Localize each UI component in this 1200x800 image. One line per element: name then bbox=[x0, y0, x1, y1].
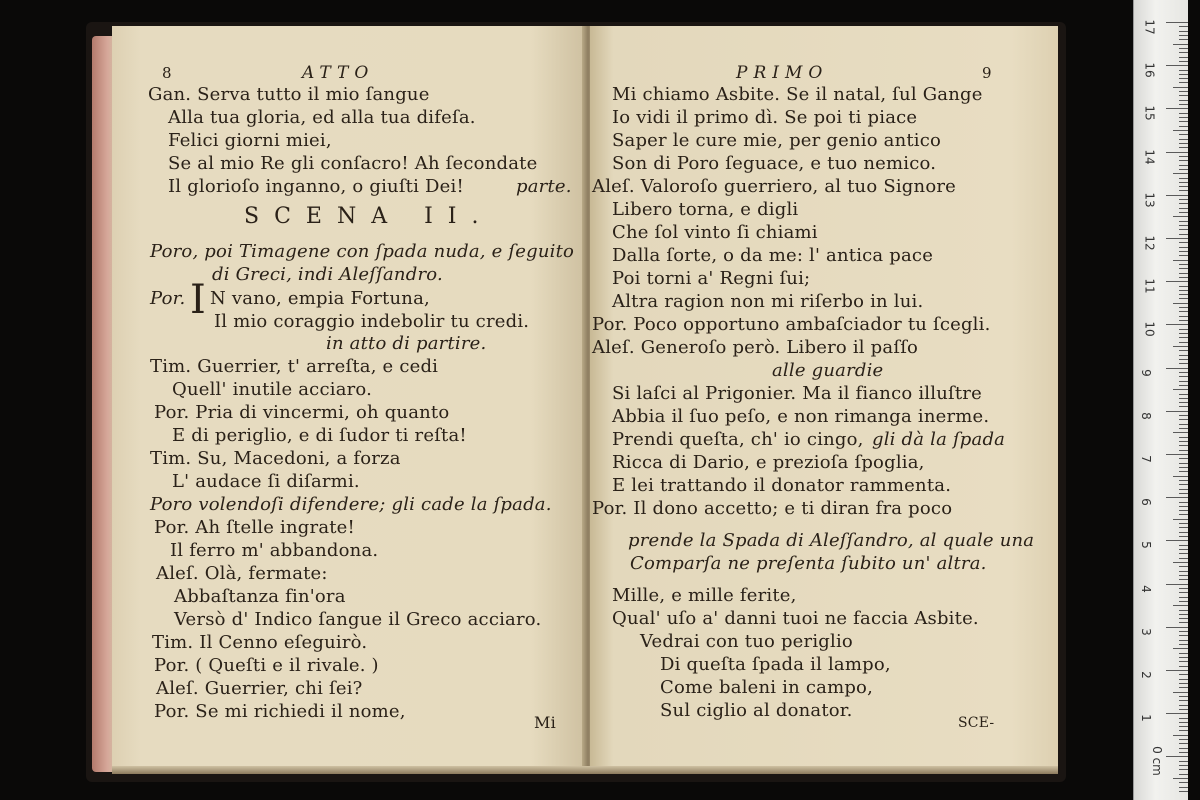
ruler-tick bbox=[1179, 614, 1188, 615]
ruler-tick bbox=[1179, 178, 1188, 179]
ruler-tick bbox=[1179, 35, 1188, 36]
ruler-tick bbox=[1179, 311, 1188, 312]
ruler-tick bbox=[1166, 281, 1188, 282]
ruler-tick bbox=[1179, 156, 1188, 157]
ruler-number: 17 bbox=[1142, 19, 1157, 35]
ruler-tick bbox=[1179, 722, 1188, 723]
ruler-tick bbox=[1179, 610, 1188, 611]
text-line: E di periglio, e di ſudor ti reſta! bbox=[172, 425, 467, 446]
ruler-tick bbox=[1179, 139, 1188, 140]
ruler-number: 9 bbox=[1138, 368, 1153, 377]
ruler-tick bbox=[1179, 484, 1188, 485]
ruler-tick bbox=[1179, 653, 1188, 654]
ruler-tick bbox=[1173, 476, 1188, 477]
ruler-tick bbox=[1179, 255, 1188, 256]
text-line: Aleſ. Valoroſo guerriero, al tuo Signore bbox=[592, 176, 957, 197]
ruler-tick bbox=[1179, 450, 1188, 451]
ruler-tick bbox=[1179, 679, 1188, 680]
text-line: Si laſci al Prigonier. Ma il fianco illuſtre bbox=[612, 383, 982, 404]
ruler-tick bbox=[1179, 95, 1188, 96]
text-line: Abbia il ſuo peſo, e non rimanga inerme. bbox=[612, 406, 990, 427]
ruler-tick bbox=[1166, 22, 1188, 23]
ruler-tick bbox=[1179, 355, 1188, 356]
ruler-tick bbox=[1166, 324, 1188, 325]
ruler-tick bbox=[1166, 670, 1188, 671]
stage-direction: parte. bbox=[516, 176, 572, 197]
stage-direction: di Greci, indi Aleſſandro. bbox=[212, 264, 443, 285]
ruler-tick bbox=[1179, 186, 1188, 187]
ruler-tick bbox=[1179, 726, 1188, 727]
ruler-tick bbox=[1179, 39, 1188, 40]
ruler-tick bbox=[1179, 290, 1188, 291]
ruler-tick bbox=[1179, 471, 1188, 472]
ruler-tick bbox=[1179, 113, 1188, 114]
ruler-tick bbox=[1179, 618, 1188, 619]
text-line: Versò d' Indico ſangue il Greco acciaro. bbox=[174, 609, 542, 630]
ruler-tick bbox=[1179, 100, 1188, 101]
ruler-number: 16 bbox=[1142, 62, 1157, 78]
ruler-number: 10 bbox=[1142, 321, 1157, 338]
ruler-number: 6 bbox=[1138, 498, 1153, 507]
text-line: Qual' uſo a' danni tuoi ne faccia Asbite. bbox=[612, 608, 979, 629]
ruler-tick bbox=[1179, 666, 1188, 667]
ruler-tick bbox=[1166, 108, 1188, 109]
ruler-tick bbox=[1179, 730, 1188, 731]
text-line: Io vidi il primo dì. Se poi ti piace bbox=[612, 107, 918, 128]
ruler-tick bbox=[1179, 553, 1188, 554]
stage-direction: Poro volendoſi difendere; gli cade la ſpada. bbox=[150, 494, 552, 515]
ruler-tick bbox=[1173, 216, 1188, 217]
ruler-tick bbox=[1179, 502, 1188, 503]
text-line: Alla tua gloria, ed alla tua difeſa. bbox=[168, 107, 476, 128]
ruler-tick bbox=[1179, 147, 1188, 148]
ruler-number: 12 bbox=[1142, 235, 1157, 251]
ruler-tick bbox=[1173, 778, 1188, 779]
ruler-tick bbox=[1179, 640, 1188, 641]
ruler-tick bbox=[1179, 91, 1188, 92]
ruler-tick bbox=[1179, 424, 1188, 425]
text-line: Por. Poco opportuno ambaſciador tu ſcegli. bbox=[592, 314, 991, 335]
text-line: Ricca di Dario, e prezioſa ſpoglia, bbox=[612, 452, 925, 473]
ruler-tick bbox=[1179, 592, 1188, 593]
ruler-tick bbox=[1179, 385, 1188, 386]
ruler-tick bbox=[1179, 406, 1188, 407]
ruler-number: 0 cm bbox=[1149, 746, 1164, 777]
measuring-ruler bbox=[1133, 0, 1188, 800]
text-line: Prendi queſta, ch' io cingo, bbox=[612, 429, 864, 450]
ruler-number: 13 bbox=[1142, 192, 1157, 208]
text-line: Il glorioſo inganno, o giuſti Dei! bbox=[168, 176, 464, 197]
ruler-tick bbox=[1179, 493, 1188, 494]
ruler-tick bbox=[1179, 709, 1188, 710]
ruler-tick bbox=[1179, 441, 1188, 442]
text-line: Aleſ. Generoſo però. Libero il paſſo bbox=[592, 337, 919, 358]
ruler-tick bbox=[1173, 44, 1188, 45]
ruler-tick bbox=[1166, 454, 1188, 455]
ruler-tick bbox=[1179, 337, 1188, 338]
ruler-tick bbox=[1173, 735, 1188, 736]
ruler-tick bbox=[1179, 489, 1188, 490]
ruler-tick bbox=[1179, 298, 1188, 299]
ruler-tick bbox=[1179, 549, 1188, 550]
text-line: Por. Ah ſtelle ingrate! bbox=[154, 517, 355, 538]
ruler-tick bbox=[1179, 31, 1188, 32]
ruler-tick bbox=[1179, 251, 1188, 252]
ruler-tick bbox=[1179, 696, 1188, 697]
ruler-tick bbox=[1179, 277, 1188, 278]
text-line: Altra ragion non mi riſerbo in lui. bbox=[612, 291, 924, 312]
ruler-tick bbox=[1166, 584, 1188, 585]
text-line: Se al mio Re gli conſacro! Ah ſecondate bbox=[168, 153, 538, 174]
speaker-label: Por. bbox=[150, 288, 186, 309]
ruler-tick bbox=[1179, 458, 1188, 459]
ruler-tick bbox=[1166, 238, 1188, 239]
catchword: Mi bbox=[534, 713, 556, 732]
ruler-tick bbox=[1179, 221, 1188, 222]
ruler-tick bbox=[1166, 713, 1188, 714]
page-number: 9 bbox=[982, 64, 992, 82]
ruler-tick bbox=[1179, 718, 1188, 719]
ruler-tick bbox=[1179, 661, 1188, 662]
ruler-tick bbox=[1179, 687, 1188, 688]
ruler-number: 8 bbox=[1138, 411, 1153, 420]
text-line: Son di Poro ſeguace, e tuo nemico. bbox=[612, 153, 937, 174]
text-line: Quell' inutile acciaro. bbox=[172, 379, 373, 400]
ruler-tick bbox=[1179, 428, 1188, 429]
ruler-tick bbox=[1166, 497, 1188, 498]
ruler-tick bbox=[1179, 160, 1188, 161]
ruler-tick bbox=[1179, 558, 1188, 559]
text-line: Aleſ. Guerrier, chi ſei? bbox=[156, 678, 363, 699]
ruler-tick bbox=[1173, 692, 1188, 693]
stage-direction: in atto di partire. bbox=[326, 333, 487, 354]
text-line: Por. ( Queſti e il rivale. ) bbox=[154, 655, 379, 676]
ruler-tick bbox=[1179, 683, 1188, 684]
scene-heading: SCENA II. bbox=[244, 204, 494, 229]
ruler-tick bbox=[1179, 398, 1188, 399]
text-line: Che ſol vinto ſi chiami bbox=[612, 222, 818, 243]
text-line: Aleſ. Olà, fermate: bbox=[156, 563, 328, 584]
text-line: Por. Se mi richiedi il nome, bbox=[154, 701, 406, 722]
ruler-tick bbox=[1179, 506, 1188, 507]
ruler-tick bbox=[1179, 376, 1188, 377]
text-line: Il ferro m' abbandona. bbox=[170, 540, 379, 561]
ruler-tick bbox=[1173, 260, 1188, 261]
ruler-tick bbox=[1173, 346, 1188, 347]
ruler-tick bbox=[1179, 644, 1188, 645]
text-line: Por. Pria di vincermi, oh quanto bbox=[154, 402, 450, 423]
ruler-tick bbox=[1179, 657, 1188, 658]
ruler-tick bbox=[1179, 575, 1188, 576]
ruler-tick bbox=[1179, 61, 1188, 62]
running-head: PRIMO bbox=[736, 63, 829, 83]
ruler-tick bbox=[1179, 190, 1188, 191]
text-line: Saper le cure mie, per genio antico bbox=[612, 130, 942, 151]
ruler-tick bbox=[1179, 329, 1188, 330]
ruler-number: 15 bbox=[1142, 105, 1157, 122]
ruler-tick bbox=[1173, 173, 1188, 174]
ruler-tick bbox=[1179, 268, 1188, 269]
ruler-tick bbox=[1179, 264, 1188, 265]
ruler-tick bbox=[1179, 787, 1188, 788]
ruler-tick bbox=[1179, 316, 1188, 317]
ruler-tick bbox=[1179, 381, 1188, 382]
ruler-tick bbox=[1179, 165, 1188, 166]
ruler-number: 4 bbox=[1138, 584, 1153, 593]
ruler-tick bbox=[1179, 294, 1188, 295]
ruler-tick bbox=[1179, 774, 1188, 775]
ruler-tick bbox=[1179, 26, 1188, 27]
ruler-tick bbox=[1179, 748, 1188, 749]
ruler-tick bbox=[1179, 527, 1188, 528]
ruler-tick bbox=[1179, 588, 1188, 589]
ruler-tick bbox=[1179, 307, 1188, 308]
ruler-number: 7 bbox=[1138, 455, 1153, 463]
ruler-tick bbox=[1179, 363, 1188, 364]
ruler-tick bbox=[1173, 605, 1188, 606]
ruler-tick bbox=[1166, 627, 1188, 628]
ruler-tick bbox=[1179, 359, 1188, 360]
ruler-tick bbox=[1179, 394, 1188, 395]
book-bottom-edge bbox=[112, 766, 1058, 774]
ruler-tick bbox=[1173, 432, 1188, 433]
ruler-number: 14 bbox=[1142, 148, 1157, 165]
ruler-tick bbox=[1179, 212, 1188, 213]
ruler-tick bbox=[1179, 320, 1188, 321]
ruler-tick bbox=[1179, 126, 1188, 127]
ruler-tick bbox=[1173, 303, 1188, 304]
ruler-tick bbox=[1179, 419, 1188, 420]
ruler-tick bbox=[1179, 700, 1188, 701]
text-line: Vedrai con tuo periglio bbox=[640, 631, 853, 652]
ruler-tick bbox=[1179, 532, 1188, 533]
ruler-tick bbox=[1179, 134, 1188, 135]
text-line: Tim. Su, Macedoni, a forza bbox=[150, 448, 401, 469]
ruler-tick bbox=[1179, 208, 1188, 209]
ruler-tick bbox=[1179, 402, 1188, 403]
ruler-tick bbox=[1166, 411, 1188, 412]
ruler-tick bbox=[1179, 782, 1188, 783]
ruler-tick bbox=[1179, 765, 1188, 766]
ruler-tick bbox=[1179, 467, 1188, 468]
ruler-tick bbox=[1179, 225, 1188, 226]
ruler-tick bbox=[1179, 117, 1188, 118]
stage-direction: Comparſa ne preſenta ſubito un' altra. bbox=[630, 553, 987, 574]
text-line: Sul ciglio al donator. bbox=[660, 700, 853, 721]
ruler-tick bbox=[1173, 87, 1188, 88]
text-line: Di queſta ſpada il lampo, bbox=[660, 654, 891, 675]
ruler-tick bbox=[1179, 203, 1188, 204]
stage-direction: gli dà la ſpada bbox=[872, 429, 1006, 450]
ruler-tick bbox=[1179, 597, 1188, 598]
text-line: Tim. Guerrier, t' arreſta, e cedi bbox=[150, 356, 439, 377]
ruler-tick bbox=[1179, 234, 1188, 235]
ruler-tick bbox=[1173, 562, 1188, 563]
text-line: Por. Il dono accetto; e ti diran fra poco bbox=[592, 498, 953, 519]
stage-direction: prende la Spada di Aleſſandro, al quale una bbox=[628, 530, 1035, 551]
ruler-tick bbox=[1179, 674, 1188, 675]
text-line: N vano, empia Fortuna, bbox=[210, 288, 430, 309]
ruler-tick bbox=[1166, 195, 1188, 196]
ruler-tick bbox=[1179, 437, 1188, 438]
text-line: Dalla ſorte, o da me: l' antica pace bbox=[612, 245, 934, 266]
text-line: Tim. Il Cenno eſeguirò. bbox=[152, 632, 368, 653]
ruler-tick bbox=[1179, 463, 1188, 464]
ruler-tick bbox=[1173, 648, 1188, 649]
ruler-tick bbox=[1179, 286, 1188, 287]
ruler-tick bbox=[1166, 540, 1188, 541]
text-line: Mille, e mille ferite, bbox=[612, 585, 797, 606]
ruler-tick bbox=[1179, 769, 1188, 770]
text-line: Felici giorni miei, bbox=[168, 130, 332, 151]
ruler-tick bbox=[1179, 342, 1188, 343]
page-number: 8 bbox=[162, 64, 172, 82]
ruler-tick bbox=[1179, 199, 1188, 200]
ruler-tick bbox=[1179, 523, 1188, 524]
ruler-tick bbox=[1179, 566, 1188, 567]
text-line: L' audace ſi diſarmi. bbox=[172, 471, 360, 492]
ruler-tick bbox=[1179, 635, 1188, 636]
ruler-tick bbox=[1179, 579, 1188, 580]
ruler-tick bbox=[1179, 510, 1188, 511]
ruler-tick bbox=[1179, 739, 1188, 740]
ruler-tick bbox=[1179, 445, 1188, 446]
ruler-tick bbox=[1179, 57, 1188, 58]
ruler-tick bbox=[1179, 82, 1188, 83]
catchword: SCE- bbox=[958, 715, 995, 731]
ruler-tick bbox=[1179, 415, 1188, 416]
ruler-tick bbox=[1179, 631, 1188, 632]
ruler-tick bbox=[1179, 761, 1188, 762]
ruler-tick bbox=[1179, 121, 1188, 122]
ruler-tick bbox=[1179, 601, 1188, 602]
initial-letter: I bbox=[190, 277, 207, 323]
right-page bbox=[590, 26, 1058, 770]
ruler-tick bbox=[1179, 545, 1188, 546]
ruler-tick bbox=[1179, 143, 1188, 144]
ruler-tick bbox=[1166, 152, 1188, 153]
ruler-tick bbox=[1179, 622, 1188, 623]
ruler-tick bbox=[1179, 247, 1188, 248]
stage-direction: alle guardie bbox=[772, 360, 884, 381]
left-page bbox=[112, 26, 588, 770]
text-line: Abbaſtanza fin'ora bbox=[174, 586, 346, 607]
ruler-tick bbox=[1166, 756, 1188, 757]
ruler-tick bbox=[1179, 743, 1188, 744]
ruler-tick bbox=[1179, 333, 1188, 334]
ruler-tick bbox=[1179, 48, 1188, 49]
ruler-tick bbox=[1166, 368, 1188, 369]
ruler-tick bbox=[1179, 536, 1188, 537]
ruler-tick bbox=[1179, 169, 1188, 170]
text-line: E lei trattando il donator rammenta. bbox=[612, 475, 952, 496]
ruler-tick bbox=[1179, 350, 1188, 351]
ruler-tick bbox=[1179, 104, 1188, 105]
ruler-tick bbox=[1179, 571, 1188, 572]
ruler-number: 2 bbox=[1138, 671, 1153, 679]
ruler-number: 1 bbox=[1138, 714, 1153, 723]
ruler-tick bbox=[1173, 130, 1188, 131]
ruler-tick bbox=[1179, 752, 1188, 753]
ruler-tick bbox=[1179, 480, 1188, 481]
ruler-tick bbox=[1179, 791, 1188, 792]
ruler-tick bbox=[1179, 242, 1188, 243]
text-line: Il mio coraggio indebolir tu credi. bbox=[214, 311, 530, 332]
ruler-tick bbox=[1179, 514, 1188, 515]
running-head: ATTO bbox=[302, 63, 375, 83]
ruler-tick bbox=[1179, 52, 1188, 53]
text-line: Poi torni a' Regni ſui; bbox=[612, 268, 811, 289]
ruler-tick bbox=[1179, 705, 1188, 706]
ruler-tick bbox=[1179, 78, 1188, 79]
ruler-tick bbox=[1179, 74, 1188, 75]
text-line: Come baleni in campo, bbox=[660, 677, 874, 698]
ruler-number: 11 bbox=[1142, 278, 1157, 294]
ruler-number: 3 bbox=[1138, 627, 1153, 636]
text-line: Gan. Serva tutto il mio ſangue bbox=[148, 84, 430, 105]
text-line: Mi chiamo Asbite. Se il natal, ſul Gange bbox=[612, 84, 983, 105]
text-line: Libero torna, e digli bbox=[612, 199, 799, 220]
stage-direction: Poro, poi Timagene con ſpada nuda, e ſeguito bbox=[150, 241, 575, 262]
ruler-tick bbox=[1166, 65, 1188, 66]
ruler-tick bbox=[1179, 372, 1188, 373]
ruler-tick bbox=[1173, 389, 1188, 390]
ruler-tick bbox=[1173, 519, 1188, 520]
ruler-tick bbox=[1179, 229, 1188, 230]
ruler-tick bbox=[1179, 182, 1188, 183]
ruler-number: 5 bbox=[1138, 541, 1153, 550]
ruler-tick bbox=[1179, 70, 1188, 71]
ruler-tick bbox=[1179, 273, 1188, 274]
